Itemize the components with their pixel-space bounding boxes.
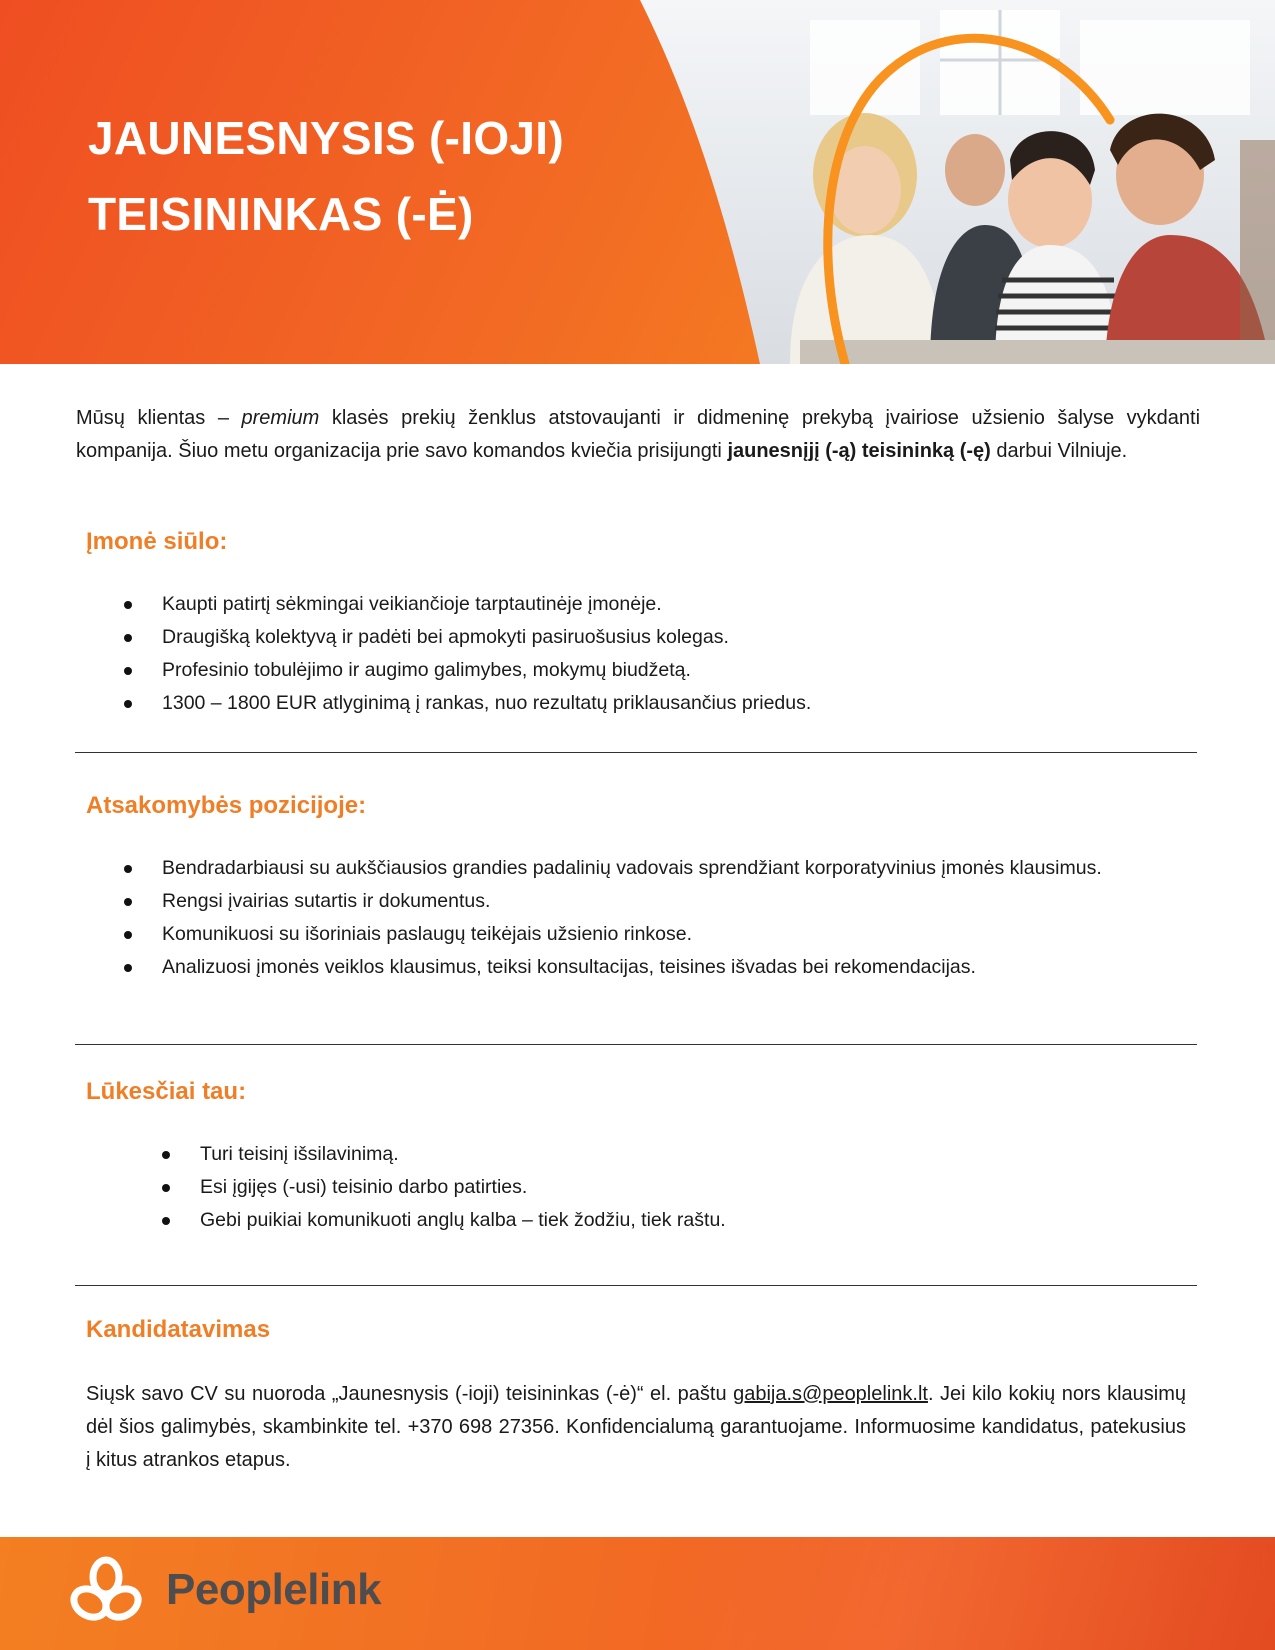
footer-banner (0, 1537, 1275, 1650)
header-banner (0, 0, 1275, 364)
job-title (88, 100, 564, 252)
intro-position-name: jaunesnįjį (-ą) teisininką (-ę) (727, 440, 991, 462)
intro-text-3: darbui Vilniuje. (990, 440, 1128, 462)
divider (75, 1044, 1197, 1045)
list-item: Profesinio tobulėjimo ir augimo galimybes, mokymų biudžetą. (124, 654, 811, 687)
list-item: Gebi puikiai komunikuoti anglų kalba – tiek žodžiu, tiek raštu. (162, 1204, 726, 1237)
logo-text-people: People (166, 1565, 308, 1614)
list-item: Bendradarbiausi su aukščiausios grandies padalinių vadovais sprendžiant korporatyvinius įmonės klausimus. (124, 852, 1102, 885)
list-item: Rengsi įvairias sutartis ir dokumentus. (124, 885, 1102, 918)
divider (75, 1285, 1197, 1286)
intro-text-2: klasės prekių ženklus atstovaujanti ir didmeninę prekybą įvairiose užsienio šalyse vykdanti kompanija. Šiuo metu organizacija prie savo komandos kviečia prisijungti (76, 407, 1201, 462)
apply-text-1: Siųsk savo CV su nuoroda „Jaunesnysis (-ioji) teisininkas (-ė)“ el. paštu (86, 1383, 734, 1405)
intro-emphasis: premium (241, 407, 320, 429)
list-item: Komunikuosi su išoriniais paslaugų teikėjais užsienio rinkose. (124, 918, 1102, 951)
intro-text-1: Mūsų klientas – (76, 407, 242, 429)
brand-logo-text (166, 1565, 381, 1615)
list-item: Kaupti patirtį sėkmingai veikiančioje tarptautinėje įmonėje. (124, 588, 811, 621)
list-item: 1300 – 1800 EUR atlyginimą į rankas, nuo rezultatų priklausančius priedus. (124, 687, 811, 720)
list-item: Draugišką kolektyvą ir padėti bei apmokyti pasiruošusius kolegas. (124, 621, 811, 654)
list-item: Turi teisinį išsilavinimą. (162, 1138, 726, 1171)
apply-heading: Kandidatavimas (86, 1316, 271, 1343)
apply-paragraph (86, 1378, 1186, 1477)
apply-text-2: . Jei kilo kokių nors klausimų dėl šios galimybės, skambinkite tel. +370 698 27356. Konfidencialumą garantuojame. Informuosime kandidatus, patekusius į kitus atrankos etapus. (86, 1383, 1186, 1471)
list-item: Esi įgijęs (-usi) teisinio darbo patirties. (162, 1171, 726, 1204)
responsibilities-heading: Atsakomybės pozicijoje: (86, 792, 367, 819)
team-photo (640, 0, 1275, 364)
footer-shade (680, 1537, 1275, 1650)
email-link[interactable]: gabija.s@peoplelink.lt (733, 1383, 928, 1405)
logo-text-link: link (307, 1565, 382, 1614)
responsibilities-list (124, 852, 1102, 984)
divider (75, 752, 1197, 753)
job-title-line-2: TEISININKAS (-Ė) (88, 188, 474, 240)
list-item: Analizuosi įmonės veiklos klausimus, teiksi konsultacijas, teisines išvadas bei rekomendacijas. (124, 951, 1102, 984)
expectations-heading: Lūkesčiai tau: (86, 1078, 247, 1105)
intro-paragraph (76, 402, 1200, 468)
peoplelink-logo-icon (68, 1555, 144, 1631)
job-title-line-1: JAUNESNYSIS (-IOJI) (88, 112, 565, 164)
expectations-list (162, 1138, 726, 1237)
offers-heading: Įmonė siūlo: (86, 528, 228, 555)
offers-list (124, 588, 811, 720)
